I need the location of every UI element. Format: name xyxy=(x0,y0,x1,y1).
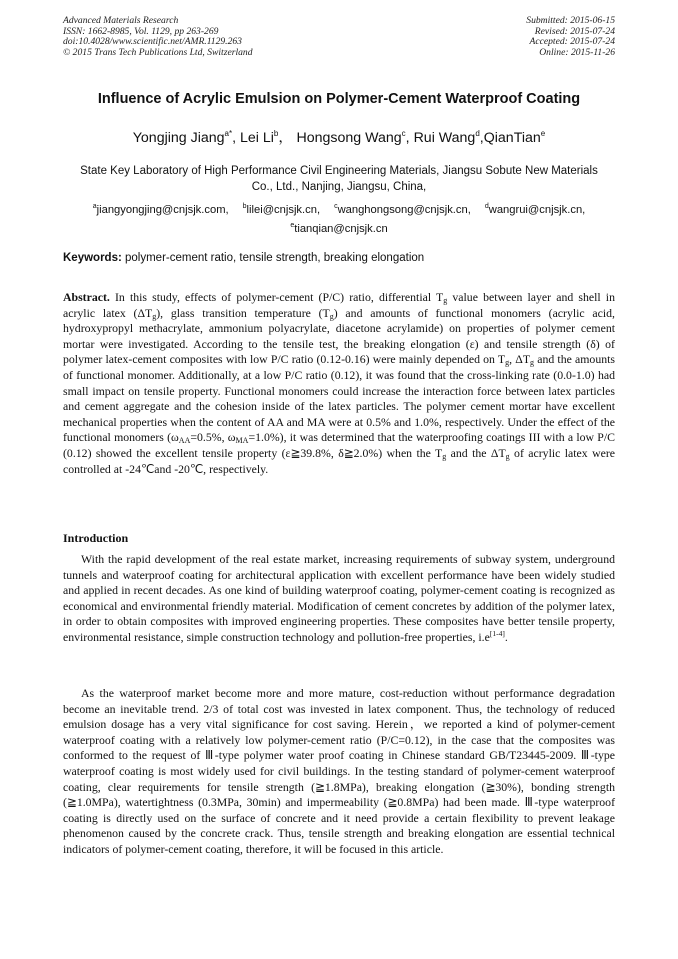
section-heading-introduction: Introduction xyxy=(63,531,129,545)
paragraph-end: . xyxy=(504,629,508,644)
author-name: Rui Wang xyxy=(413,130,476,146)
author-list xyxy=(30,127,648,147)
author-superscript: d xyxy=(475,129,480,138)
email-superscript: b xyxy=(242,203,247,210)
email-link[interactable]: wangrui@cnjsjk.cn, xyxy=(488,204,586,216)
abstract-label: Abstract. xyxy=(63,290,110,304)
header-journal-info xyxy=(63,16,253,58)
paragraph-text: As the waterproof market become more and more mature, cost-reduction without performance degradation become an inevitable trend. 2/3 of total cost was invested in latex component. Thus, the technology of reduced emulsion dosage has a very vital significance for cost saving. Herein，we reported a kind of polymer-cement waterproof coating with a relatively low polymer-cement ratio (P/C=0.12), in the case that the composites was conformed to the request of Ⅲ-type polymer water proof coating in Chinese standard GB/T23445-2009. Ⅲ-type waterproof coating is most widely used for civil buildings. In the testing standard of polymer-cement waterproof coating, clear requirements for tensile strength (≧1.8MPa), breaking elongation (≧30%), bonding strength (≧1.0MPa), watertightness (0.3MPa, 30min) and impermeability (≧0.8MPa) had been made. Ⅲ-type waterproof coating is directly used on the surface of concrete and it need provide a certain flexibility to prevent leakage phenomenon caused by the concrete crack. Thus, tensile strength and breaking elongation are essential technical indicators of polymer-cement coating, therefore, it will be focused in this article. xyxy=(63,686,615,856)
author-name: Lei Li xyxy=(239,130,274,146)
paragraph-text: With the rapid development of the real estate market, increasing requirements of subway system, underground tunnels and waterproof coating for architectural application with excellent performance have been widely studied and applied in recent decades. As one kind of building waterproof coating, polymer-cement coating is recognized as economical and environmental friendly material. Modification of cement concretes by addition of the polymer latex, in order to obtain composites with improved engineering properties. These composites have better tensile property, environmental resistance, simple construction technology and pollution-free properties, i.e xyxy=(63,552,615,644)
citation-ref[interactable]: [1-4] xyxy=(489,628,505,638)
paper-title: Influence of Acrylic Emulsion on Polymer-Cement Waterproof Coating xyxy=(97,91,581,107)
email-link[interactable]: lilei@cnjsjk.cn, xyxy=(246,204,321,216)
author-superscript: c xyxy=(401,129,406,138)
date-revised: Revised: 2015-07-24 xyxy=(534,25,615,37)
intro-paragraph-1 xyxy=(63,552,615,646)
email-superscript: a xyxy=(92,203,97,210)
author-superscript: b xyxy=(273,129,279,138)
author-superscript: a* xyxy=(224,129,233,138)
author-superscript: e xyxy=(540,129,546,138)
date-online: Online: 2015-11-26 xyxy=(539,46,615,58)
affiliation: State Key Laboratory of High Performance Civil Engineering Materials, Jiangsu Sobute New Materials Co., Ltd., Nanjing, Jiangsu, China, xyxy=(80,165,598,193)
author-separator: , xyxy=(232,130,240,146)
email-superscript: e xyxy=(290,222,295,229)
abstract-text: In this study, effects of polymer-cement (P/C) ratio, differential $T_g$ value between layer and shell in acrylic latex $(\Delta T_g)$, glass transition temperature $(T_g)$ and amounts of functional monomers (acrylic acid, hydroxypropyl methacrylate, ammonium polyacrylate, diacetone acrylamide) on properties of polymer cement mortar were investigated. According to the tensile test, the breaking elongation (ε) and tensile strength (δ) of polymer latex-cement composites with low P/C ratio (0.12-0.16) were mainly depended on $T_g$, $\Delta T_g$ and the amounts of functional monomer. Additionally, at a low P/C ratio (0.12), it was found that the cross-linking rate (0.0-1.0) had small impact on tensile property. Functional monomers could increase the interaction force between latex particles and cement aggregate and the cohesion inside of the latex particles. The polymer cement mortar have excellent mechanical properties when the content of AA and MA were at 0.5% and 1.0%, respectively. Under the effect of the functional monomers ($\omega_{AA}=0.5\%$, $\omega_{MA}=1.0\%$), it was determined that the waterproofing coatings III with a low P/C (0.12) showed the excellent tensile property (ε≧39.8%, δ≧2.0%) when the $T_g$ and the $\Delta T_g$ of acrylic latex were controlled at -24℃and -20℃, respectively. xyxy=(63,290,616,476)
author-separator: , xyxy=(479,130,484,146)
author-name: QianTian xyxy=(483,130,541,146)
email-link[interactable]: tianqian@cnjsjk.cn xyxy=(294,223,388,235)
email-superscript: d xyxy=(484,203,489,210)
email-link[interactable]: wanghongsong@cnjsjk.cn, xyxy=(337,204,471,216)
author-name: Yongjing Jiang xyxy=(132,130,225,146)
header-dates xyxy=(526,16,615,58)
author-separator: , xyxy=(405,130,414,146)
journal-name: Advanced Materials Research xyxy=(63,15,179,26)
keywords-text: polymer-cement ratio, tensile strength, breaking elongation xyxy=(125,252,425,264)
author-name: Hongsong Wang xyxy=(296,130,402,146)
abstract xyxy=(63,290,615,477)
journal-doi[interactable]: doi:10.4028/www.scientific.net/AMR.1129.263 xyxy=(63,36,242,48)
keywords-label: Keywords: xyxy=(63,252,122,264)
author-emails xyxy=(40,199,638,237)
email-superscript: c xyxy=(334,203,338,210)
journal-issn: ISSN: 1662-8985, Vol. 1129, pp 263-269 xyxy=(63,25,219,37)
author-separator: ， xyxy=(278,130,297,146)
intro-paragraph-2 xyxy=(63,686,615,858)
date-submitted: Submitted: 2015-06-15 xyxy=(526,15,615,26)
date-accepted: Accepted: 2015-07-24 xyxy=(529,36,615,48)
keywords xyxy=(63,252,424,264)
journal-copyright: © 2015 Trans Tech Publications Ltd, Switzerland xyxy=(63,46,253,58)
email-link[interactable]: jiangyongjing@cnjsjk.com, xyxy=(96,204,229,216)
